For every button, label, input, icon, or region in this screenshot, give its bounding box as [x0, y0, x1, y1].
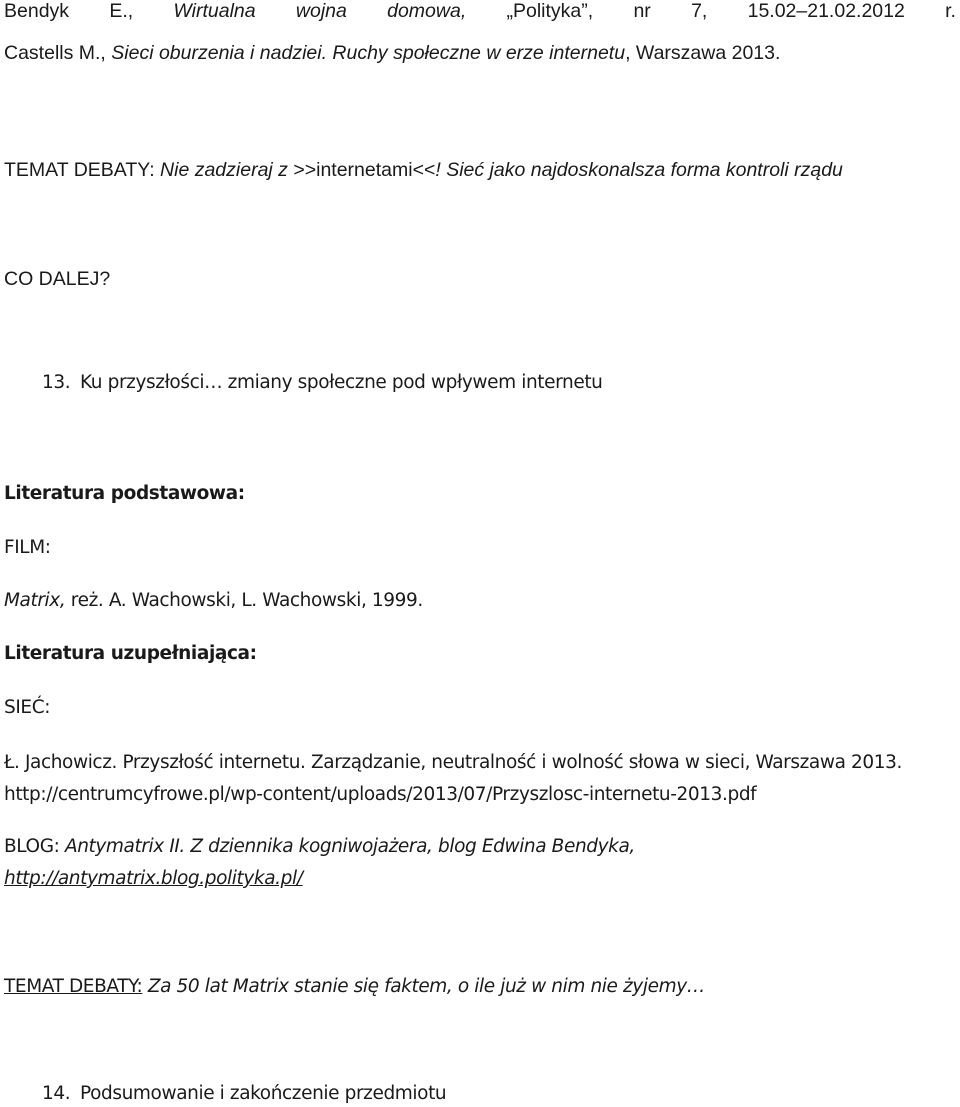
ref1-number: 7, — [691, 0, 708, 22]
blog-title: Antymatrix II. Z dziennika kogniwojażera, blog Edwina Bendyka, — [64, 836, 635, 857]
film-entry — [4, 588, 423, 614]
blog-entry — [4, 834, 635, 860]
reference-castells — [4, 40, 780, 66]
topic13-text: Ku przyszłości… zmiany społeczne pod wpływem internetu — [80, 372, 603, 393]
ref2-title: Sieci oburzenia i nadziei. Ruchy społeczne w erze internetu — [111, 42, 626, 64]
blog-url-line — [4, 866, 303, 892]
literature-basic-heading — [4, 481, 245, 507]
lit-basic-text: Literatura podstawowa: — [4, 483, 245, 504]
ref1-initial: E., — [109, 0, 134, 22]
ref1-nr: nr — [633, 0, 651, 22]
ref1-title-word1: Wirtualna — [173, 0, 256, 22]
ref2-rest: , Warszawa 2013. — [625, 42, 781, 64]
debate2-label: TEMAT DEBATY: — [4, 976, 143, 997]
debate1-label: TEMAT DEBATY: — [4, 159, 161, 181]
topic13-number: 13. — [42, 372, 71, 393]
film-rest: reż. A. Wachowski, L. Wachowski, 1999. — [65, 590, 423, 611]
reference-bendyk — [4, 0, 956, 24]
topic-13 — [42, 370, 603, 396]
topic14-number: 14. — [42, 1083, 71, 1104]
film-label-text: FILM: — [4, 537, 51, 558]
debate1-title-d: Sieć jako najdoskonalsza forma kontroli rządu — [446, 159, 843, 181]
jachowicz-entry — [4, 750, 902, 776]
topic-14 — [42, 1081, 446, 1107]
debate1-title-b: >>internetami<< — [293, 159, 436, 181]
lit-extra-text: Literatura uzupełniająca: — [4, 643, 257, 664]
debate2-title: Za 50 lat Matrix stanie się faktem, o ile już w nim nie żyjemy… — [142, 976, 705, 997]
debate-topic-1 — [4, 157, 843, 183]
debate1-title-a: Nie zadzieraj z — [160, 159, 294, 181]
ref2-author: Castells M., — [4, 42, 112, 64]
co-dalej-heading — [4, 266, 110, 292]
jachowicz-text: Ł. Jachowicz. Przyszłość internetu. Zarządzanie, neutralność i wolność słowa w sieci, Warszawa 2013. — [4, 752, 902, 773]
ref1-journal: „Polityka”, — [506, 0, 594, 22]
ref1-dates: 15.02–21.02.2012 — [747, 0, 905, 22]
film-label — [4, 535, 51, 561]
ref1-r: r. — [945, 0, 956, 22]
ref1-author: Bendyk — [4, 0, 70, 22]
ref1-title-word2: wojna — [295, 0, 347, 22]
siec-label-text: SIEĆ: — [4, 697, 51, 718]
ref1-title-word3: domowa, — [387, 0, 467, 22]
jachowicz-url: http://centrumcyfrowe.pl/wp-content/uploads/2013/07/Przyszlosc-internetu-2013.pdf — [4, 784, 757, 805]
debate1-title-c: ! — [435, 159, 447, 181]
topic14-text: Podsumowanie i zakończenie przedmiotu — [80, 1083, 447, 1104]
literature-extra-heading — [4, 641, 257, 667]
jachowicz-url-line — [4, 782, 756, 808]
blog-url-link[interactable]: http://antymatrix.blog.polityka.pl/ — [4, 868, 303, 889]
co-dalej-text: CO DALEJ? — [4, 268, 111, 290]
film-title: Matrix, — [4, 590, 66, 611]
blog-label: BLOG: — [4, 836, 65, 857]
debate-topic-2 — [4, 974, 705, 1000]
siec-label — [4, 695, 50, 721]
